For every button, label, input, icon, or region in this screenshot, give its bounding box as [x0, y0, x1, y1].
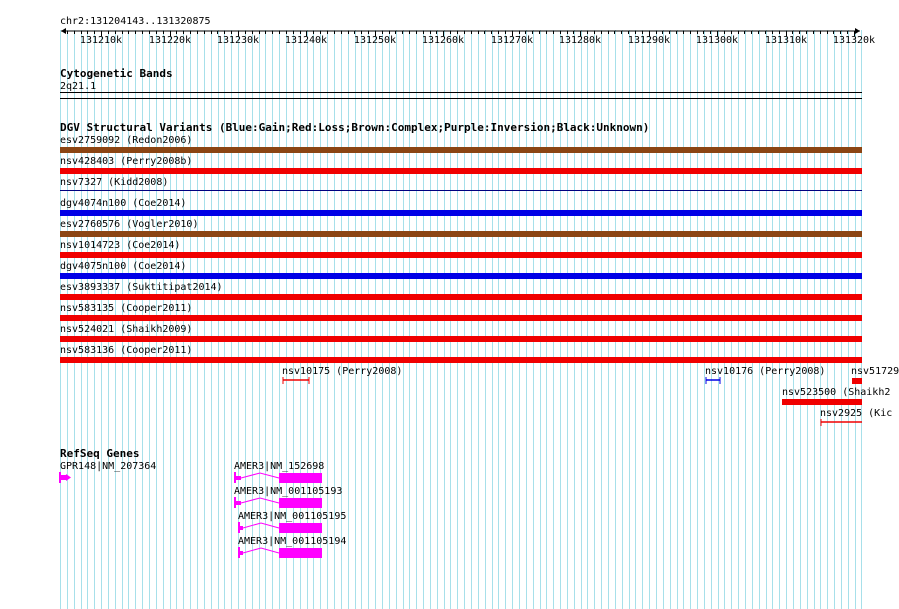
variant-bar-loss[interactable] [60, 315, 862, 321]
gene-model[interactable] [237, 522, 325, 534]
variant-bar-loss[interactable] [820, 419, 862, 427]
ruler-tick-label: 131280k [558, 35, 602, 46]
variant-bar-loss[interactable] [60, 168, 862, 174]
ruler-tick-label: 131310k [764, 35, 808, 46]
gene-label[interactable]: AMER3|NM_001105193 [234, 486, 343, 497]
variant-label[interactable]: esv2760576 (Vogler2010) [60, 219, 199, 230]
gene-label[interactable]: AMER3|NM_001105194 [238, 536, 347, 547]
coordinate-range: chr2:131204143..131320875 [60, 16, 211, 27]
variant-label[interactable]: nsv10175 (Perry2008) [282, 366, 403, 377]
ruler-tick-label: 131300k [695, 35, 739, 46]
gene-label[interactable]: AMER3|NM_001105195 [238, 511, 347, 522]
cytogenetic-band-label: 2q21.1 [60, 81, 97, 92]
ruler-tick-label: 131250k [353, 35, 397, 46]
variant-label[interactable]: esv3893337 (Suktitipat2014) [60, 282, 223, 293]
variant-bar-complex[interactable] [60, 147, 862, 153]
variant-bar-gain[interactable] [60, 273, 862, 279]
variant-bar-gain[interactable] [60, 210, 862, 216]
variant-label[interactable]: nsv428403 (Perry2008b) [60, 156, 193, 167]
dgv-title: DGV Structural Variants (Blue:Gain;Red:Loss;Brown:Complex;Purple:Inversion;Black:Unknown) [60, 121, 650, 134]
ruler-tick-label: 131290k [627, 35, 671, 46]
variant-bar-loss[interactable] [60, 252, 862, 258]
variant-bar-loss[interactable] [60, 357, 862, 363]
ruler-tick-label: 131220k [148, 35, 192, 46]
variant-label[interactable]: nsv523500 (Shaikh2 [782, 387, 891, 398]
gene-model[interactable] [233, 497, 325, 509]
cytogenetic-title: Cytogenetic Bands [60, 67, 173, 80]
ruler-tick-label: 131240k [284, 35, 328, 46]
cytoband-line-bottom [60, 98, 862, 99]
variant-bar-loss[interactable] [852, 378, 862, 384]
variant-label[interactable]: esv2759092 (Redon2006) [60, 135, 193, 146]
ruler-tick-label: 131260k [421, 35, 465, 46]
ruler-tick-label: 131210k [79, 35, 123, 46]
variant-bar-unknown[interactable] [60, 190, 862, 191]
refseq-title: RefSeq Genes [60, 447, 140, 460]
ruler-tick-label: 131270k [490, 35, 534, 46]
cytoband-line-top [60, 92, 862, 93]
variant-bar-gain[interactable] [705, 377, 723, 385]
variant-bar-loss[interactable] [60, 294, 862, 300]
variant-bar-loss[interactable] [282, 377, 312, 385]
variant-bar-loss[interactable] [782, 399, 862, 405]
variant-label[interactable]: dgv4074n100 (Coe2014) [60, 198, 187, 209]
gene-model[interactable] [59, 472, 75, 484]
variant-label[interactable]: nsv583136 (Cooper2011) [60, 345, 193, 356]
variant-label[interactable]: nsv1014723 (Coe2014) [60, 240, 181, 251]
variant-label[interactable]: nsv7327 (Kidd2008) [60, 177, 169, 188]
ruler-tick-label: 131320k [832, 35, 876, 46]
ruler-tick-label: 131230k [216, 35, 260, 46]
variant-label[interactable]: dgv4075n100 (Coe2014) [60, 261, 187, 272]
variant-label[interactable]: nsv51729 [851, 366, 899, 377]
variant-label[interactable]: nsv10176 (Perry2008) [705, 366, 826, 377]
gene-label[interactable]: GPR148|NM_207364 [60, 461, 157, 472]
variant-label[interactable]: nsv583135 (Cooper2011) [60, 303, 193, 314]
variant-label[interactable]: nsv2925 (Kic [820, 408, 893, 419]
variant-bar-complex[interactable] [60, 231, 862, 237]
gene-model[interactable] [237, 547, 325, 559]
variant-label[interactable]: nsv524021 (Shaikh2009) [60, 324, 193, 335]
gene-label[interactable]: AMER3|NM_152698 [234, 461, 325, 472]
gene-model[interactable] [233, 472, 325, 484]
variant-bar-loss[interactable] [60, 336, 862, 342]
